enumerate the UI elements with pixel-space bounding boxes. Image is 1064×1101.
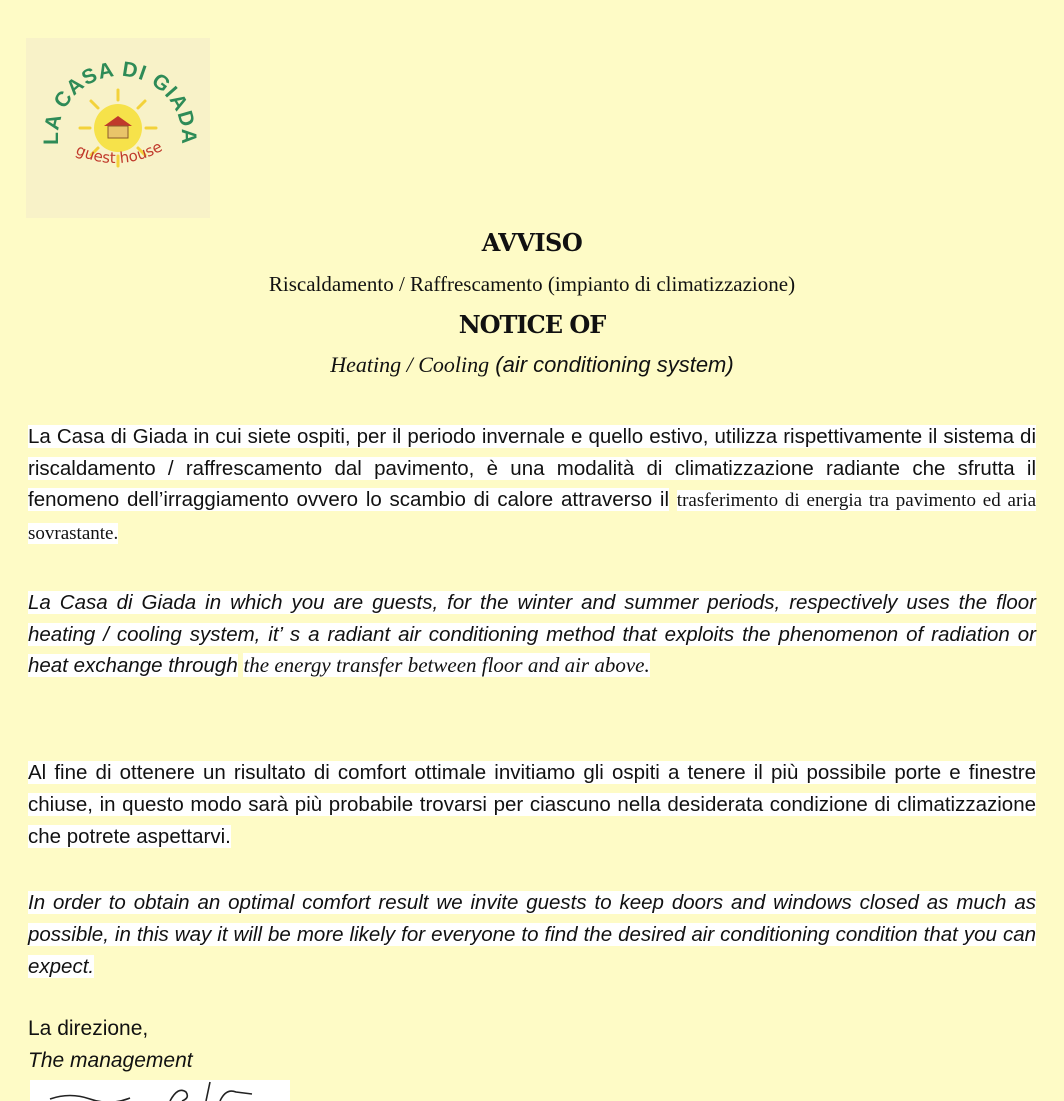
signature-graphic xyxy=(30,1080,290,1101)
paragraph-text-tail: the energy transfer between floor and air above. xyxy=(243,653,650,677)
signoff-english: The management xyxy=(28,1049,193,1072)
subtitle-english-serif: Heating / Cooling xyxy=(330,352,490,377)
subtitle-english-sans: (air conditioning system) xyxy=(495,352,734,377)
paragraph-text: Al fine di ottenere un risultato di comfort ottimale invitiamo gli ospiti a tenere il più possibile porte e finestre chiuse, in questo modo sarà più probabile trovarsi per ciascuno nella desiderata condizione di climatizzazione che potrete aspettarvi. xyxy=(28,761,1036,848)
paragraph-english-comfort xyxy=(28,887,1036,983)
logo-tagline-text: guest house xyxy=(73,137,166,168)
paragraph-italian-comfort xyxy=(28,757,1036,853)
handwritten-signature xyxy=(30,1080,290,1101)
sun-house-logo-graphic xyxy=(26,38,210,218)
paragraph-text-tail: trasferimento di energia tra pavimento ed aria sovrastante. xyxy=(28,490,1037,544)
paragraph-text: La Casa di Giada in which you are guests, for the winter and summer periods, respectively uses the floor heating / cooling system, it’ s a radiant air conditioning method that exploits the phenomenon of radiation or heat exchange through xyxy=(28,591,1036,677)
logo-brand-text: LA CASA DI GIADA xyxy=(39,57,201,146)
guest-house-logo xyxy=(26,38,210,218)
paragraph-english-heating xyxy=(28,587,1036,682)
title-italian: AVVISO xyxy=(481,228,583,257)
signoff-italian: La direzione, xyxy=(28,1017,149,1040)
paragraph-text: In order to obtain an optimal comfort result we invite guests to keep doors and windows closed as much as possible, in this way it will be more likely for everyone to find the desired air conditioning condition that you can expect. xyxy=(28,891,1036,978)
subtitle-english xyxy=(0,352,1064,378)
subtitle-italian: Riscaldamento / Raffrescamento (impianto di climatizzazione) xyxy=(268,272,796,296)
title-english: NOTICE OF xyxy=(458,310,606,339)
paragraph-italian-heating xyxy=(28,421,1036,549)
paragraph-text: La Casa di Giada in cui siete ospiti, per il periodo invernale e quello estivo, utilizza rispettivamente il sistema di riscaldamento / raffrescamento dal pavimento, è una modalità di climatizzazione radiante che sfrutta il fenomeno dell’irraggiamento ovvero lo scambio di calore attraverso il xyxy=(28,425,1036,511)
